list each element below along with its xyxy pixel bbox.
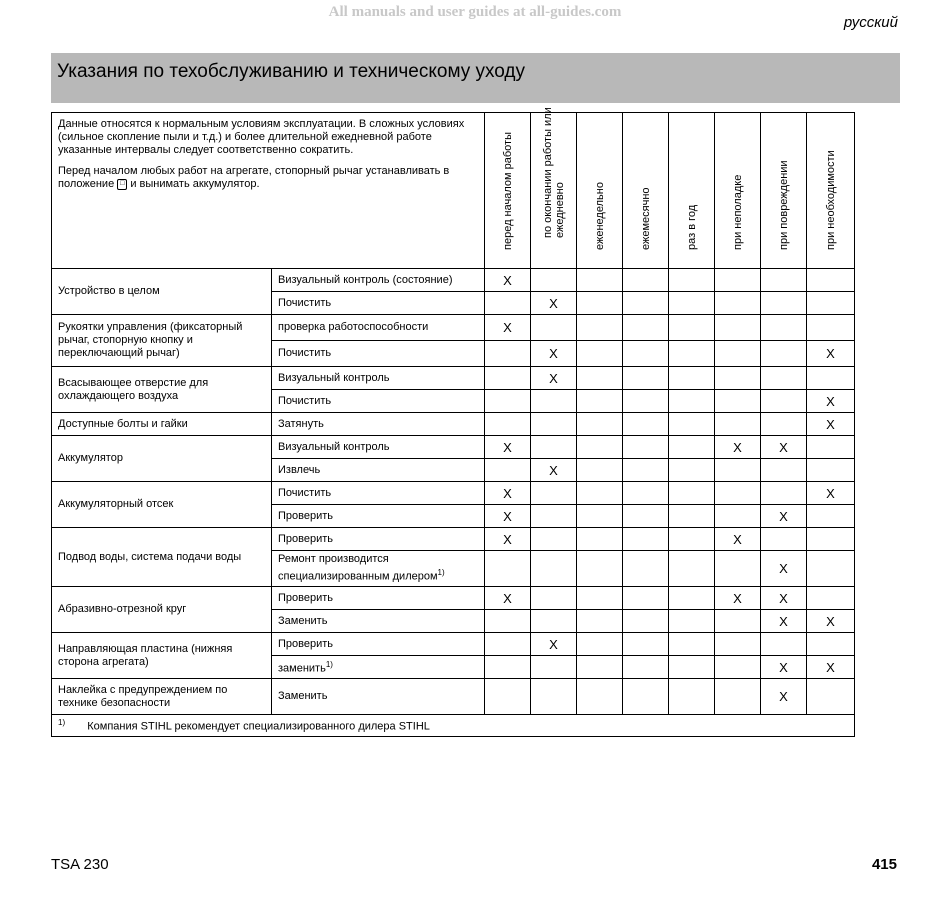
interval-mark-cell: X bbox=[485, 587, 531, 610]
interval-mark-cell bbox=[531, 413, 577, 436]
interval-mark-cell: X bbox=[807, 413, 855, 436]
footnote-row bbox=[52, 715, 855, 737]
interval-mark-cell: X bbox=[807, 610, 855, 633]
interval-mark-cell: X bbox=[761, 587, 807, 610]
interval-mark-cell: X bbox=[761, 551, 807, 587]
model-name: TSA 230 bbox=[51, 856, 109, 873]
interval-mark-cell bbox=[715, 292, 761, 315]
interval-mark-cell bbox=[485, 367, 531, 390]
interval-mark-cell bbox=[669, 341, 715, 367]
footnote-text: Компания STIHL рекомендует специализированного дилера STIHL bbox=[87, 720, 430, 733]
action-cell: Заменить bbox=[272, 610, 485, 633]
interval-mark-cell: X bbox=[715, 528, 761, 551]
page-title: Указания по техобслуживанию и техническому уходу bbox=[57, 61, 526, 82]
interval-mark-cell bbox=[623, 292, 669, 315]
interval-mark-cell bbox=[623, 656, 669, 679]
component-cell: Абразивно-отрезной круг bbox=[52, 587, 272, 633]
interval-mark-cell: X bbox=[531, 341, 577, 367]
language-label: русский bbox=[843, 14, 898, 31]
interval-mark-cell bbox=[577, 551, 623, 587]
column-header: ежемесячно bbox=[623, 113, 669, 269]
table-header-row bbox=[52, 113, 855, 269]
interval-mark-cell bbox=[577, 587, 623, 610]
interval-mark-cell bbox=[669, 459, 715, 482]
interval-mark-cell bbox=[577, 292, 623, 315]
interval-mark-cell bbox=[485, 679, 531, 715]
table-row bbox=[52, 679, 855, 715]
interval-mark-cell bbox=[531, 656, 577, 679]
interval-mark-cell bbox=[761, 413, 807, 436]
interval-mark-cell bbox=[485, 390, 531, 413]
interval-mark-cell bbox=[485, 633, 531, 656]
interval-mark-cell bbox=[485, 459, 531, 482]
intro-cell bbox=[52, 113, 485, 269]
interval-mark-cell bbox=[531, 610, 577, 633]
interval-mark-cell bbox=[761, 390, 807, 413]
interval-mark-cell bbox=[577, 341, 623, 367]
action-cell: Проверить bbox=[272, 505, 485, 528]
interval-mark-cell bbox=[761, 341, 807, 367]
interval-mark-cell: X bbox=[807, 482, 855, 505]
action-cell: Почистить bbox=[272, 390, 485, 413]
intro-paragraph-1: Данные относятся к нормальным условиям эксплуатации. В сложных условиях (сильное скопление пыли и т.д.) и более длительной ежедневной работе указанные интервалы следует соответственно сократить. bbox=[58, 118, 465, 156]
interval-mark-cell bbox=[577, 679, 623, 715]
interval-mark-cell bbox=[669, 551, 715, 587]
interval-mark-cell bbox=[807, 505, 855, 528]
action-cell: проверка работоспособности bbox=[272, 315, 485, 341]
interval-mark-cell bbox=[715, 656, 761, 679]
interval-mark-cell bbox=[669, 656, 715, 679]
footnote-ref: 1) bbox=[437, 568, 445, 578]
interval-mark-cell bbox=[577, 436, 623, 459]
interval-mark-cell bbox=[623, 367, 669, 390]
page-number: 415 bbox=[871, 856, 897, 873]
interval-mark-cell: X bbox=[761, 656, 807, 679]
interval-mark-cell bbox=[485, 551, 531, 587]
interval-mark-cell bbox=[669, 610, 715, 633]
interval-mark-cell bbox=[623, 505, 669, 528]
table-row bbox=[52, 528, 855, 551]
action-cell: Визуальный контроль bbox=[272, 436, 485, 459]
interval-mark-cell: X bbox=[715, 436, 761, 459]
interval-mark-cell bbox=[577, 656, 623, 679]
action-cell: заменить$^{1)}$ bbox=[272, 656, 485, 679]
interval-mark-cell bbox=[623, 315, 669, 341]
lock-position-icon: □ bbox=[117, 179, 127, 190]
interval-mark-cell bbox=[577, 610, 623, 633]
action-cell: Проверить bbox=[272, 633, 485, 656]
interval-mark-cell bbox=[485, 292, 531, 315]
interval-mark-cell: X bbox=[807, 390, 855, 413]
interval-mark-cell: X bbox=[485, 528, 531, 551]
interval-mark-cell bbox=[623, 528, 669, 551]
action-cell: Проверить bbox=[272, 587, 485, 610]
interval-mark-cell: X bbox=[761, 505, 807, 528]
interval-mark-cell bbox=[669, 633, 715, 656]
interval-mark-cell bbox=[623, 413, 669, 436]
action-cell: Проверить bbox=[272, 528, 485, 551]
interval-mark-cell bbox=[761, 528, 807, 551]
interval-mark-cell bbox=[669, 367, 715, 390]
interval-mark-cell bbox=[623, 459, 669, 482]
interval-mark-cell bbox=[807, 292, 855, 315]
interval-mark-cell bbox=[715, 413, 761, 436]
action-cell: Заменить bbox=[272, 679, 485, 715]
interval-mark-cell bbox=[623, 610, 669, 633]
table-row bbox=[52, 367, 855, 390]
interval-mark-cell bbox=[623, 551, 669, 587]
interval-mark-cell bbox=[531, 390, 577, 413]
interval-mark-cell bbox=[623, 633, 669, 656]
footnote-ref: 1) bbox=[325, 660, 333, 670]
interval-mark-cell bbox=[715, 390, 761, 413]
table-row bbox=[52, 436, 855, 459]
interval-mark-cell bbox=[623, 482, 669, 505]
interval-mark-cell: X bbox=[531, 292, 577, 315]
section-title-bar bbox=[51, 53, 900, 103]
column-header: при повреждении bbox=[761, 113, 807, 269]
maintenance-table bbox=[51, 107, 855, 737]
interval-mark-cell: X bbox=[761, 436, 807, 459]
interval-mark-cell: X bbox=[531, 633, 577, 656]
interval-mark-cell: X bbox=[807, 656, 855, 679]
interval-mark-cell bbox=[807, 528, 855, 551]
interval-mark-cell bbox=[623, 587, 669, 610]
column-header: по окончании работы или ежедневно bbox=[531, 113, 577, 269]
interval-mark-cell bbox=[485, 413, 531, 436]
interval-mark-cell bbox=[807, 459, 855, 482]
column-header: перед началом работы bbox=[485, 113, 531, 269]
interval-mark-cell bbox=[715, 341, 761, 367]
column-header: при необходимости bbox=[807, 113, 855, 269]
interval-mark-cell bbox=[531, 315, 577, 341]
interval-mark-cell bbox=[623, 679, 669, 715]
interval-mark-cell bbox=[577, 633, 623, 656]
action-cell: Извлечь bbox=[272, 459, 485, 482]
table-row bbox=[52, 413, 855, 436]
interval-mark-cell bbox=[761, 482, 807, 505]
interval-mark-cell bbox=[669, 436, 715, 459]
table-row bbox=[52, 315, 855, 341]
column-header: раз в год bbox=[669, 113, 715, 269]
action-cell: Затянуть bbox=[272, 413, 485, 436]
interval-mark-cell bbox=[623, 390, 669, 413]
column-header: еженедельно bbox=[577, 113, 623, 269]
interval-mark-cell: X bbox=[485, 315, 531, 341]
interval-mark-cell: X bbox=[485, 436, 531, 459]
interval-mark-cell bbox=[807, 679, 855, 715]
action-cell: Визуальный контроль (состояние) bbox=[272, 269, 485, 292]
interval-mark-cell bbox=[577, 459, 623, 482]
interval-mark-cell bbox=[715, 367, 761, 390]
action-cell: Почистить bbox=[272, 482, 485, 505]
interval-mark-cell bbox=[669, 269, 715, 292]
interval-mark-cell bbox=[761, 269, 807, 292]
interval-mark-cell bbox=[531, 269, 577, 292]
interval-mark-cell bbox=[807, 551, 855, 587]
interval-mark-cell bbox=[715, 551, 761, 587]
interval-mark-cell bbox=[715, 459, 761, 482]
interval-mark-cell bbox=[807, 315, 855, 341]
interval-mark-cell bbox=[577, 367, 623, 390]
interval-mark-cell bbox=[577, 528, 623, 551]
interval-mark-cell bbox=[623, 341, 669, 367]
interval-mark-cell bbox=[485, 656, 531, 679]
interval-mark-cell bbox=[669, 390, 715, 413]
interval-mark-cell bbox=[807, 436, 855, 459]
interval-mark-cell: X bbox=[807, 341, 855, 367]
table-row bbox=[52, 587, 855, 610]
interval-mark-cell bbox=[623, 436, 669, 459]
watermark: All manuals and user guides at all-guides.com bbox=[328, 4, 622, 20]
interval-mark-cell bbox=[669, 587, 715, 610]
action-cell: Почистить bbox=[272, 292, 485, 315]
action-cell: Почистить bbox=[272, 341, 485, 367]
interval-mark-cell bbox=[669, 315, 715, 341]
interval-mark-cell bbox=[761, 367, 807, 390]
interval-mark-cell: X bbox=[531, 459, 577, 482]
component-cell: Всасывающее отверстие для охлаждающего воздуха bbox=[52, 367, 272, 413]
interval-mark-cell bbox=[715, 633, 761, 656]
interval-mark-cell bbox=[669, 679, 715, 715]
component-cell: Наклейка с предупреждением по технике безопасности bbox=[52, 679, 272, 715]
component-cell: Доступные болты и гайки bbox=[52, 413, 272, 436]
interval-mark-cell: X bbox=[485, 505, 531, 528]
interval-mark-cell bbox=[715, 505, 761, 528]
interval-mark-cell bbox=[531, 551, 577, 587]
action-cell: Ремонт производится специализированным дилером$^{1)}$ bbox=[272, 551, 485, 587]
interval-mark-cell bbox=[669, 292, 715, 315]
interval-mark-cell bbox=[485, 610, 531, 633]
interval-mark-cell bbox=[577, 413, 623, 436]
column-header: при неполадке bbox=[715, 113, 761, 269]
interval-mark-cell bbox=[807, 269, 855, 292]
interval-mark-cell bbox=[485, 341, 531, 367]
interval-mark-cell bbox=[715, 269, 761, 292]
interval-mark-cell bbox=[669, 528, 715, 551]
interval-mark-cell bbox=[577, 269, 623, 292]
interval-mark-cell bbox=[715, 610, 761, 633]
component-cell: Подвод воды, система подачи воды bbox=[52, 528, 272, 587]
component-cell: Аккумуляторный отсек bbox=[52, 482, 272, 528]
interval-mark-cell bbox=[761, 292, 807, 315]
interval-mark-cell bbox=[577, 315, 623, 341]
interval-mark-cell: X bbox=[715, 587, 761, 610]
interval-mark-cell bbox=[531, 505, 577, 528]
interval-mark-cell bbox=[531, 528, 577, 551]
interval-mark-cell: X bbox=[761, 610, 807, 633]
table-row bbox=[52, 482, 855, 505]
interval-mark-cell bbox=[715, 679, 761, 715]
interval-mark-cell bbox=[807, 633, 855, 656]
interval-mark-cell bbox=[577, 390, 623, 413]
component-cell: Направляющая пластина (нижняя сторона агрегата) bbox=[52, 633, 272, 679]
action-cell: Визуальный контроль bbox=[272, 367, 485, 390]
interval-mark-cell: X bbox=[531, 367, 577, 390]
interval-mark-cell bbox=[531, 679, 577, 715]
interval-mark-cell bbox=[761, 459, 807, 482]
interval-mark-cell bbox=[623, 269, 669, 292]
interval-mark-cell bbox=[531, 482, 577, 505]
component-cell: Аккумулятор bbox=[52, 436, 272, 482]
interval-mark-cell bbox=[807, 587, 855, 610]
interval-mark-cell bbox=[669, 482, 715, 505]
interval-mark-cell bbox=[531, 587, 577, 610]
table-row bbox=[52, 633, 855, 656]
interval-mark-cell bbox=[577, 482, 623, 505]
component-cell: Устройство в целом bbox=[52, 269, 272, 315]
interval-mark-cell bbox=[577, 505, 623, 528]
component-cell: Рукоятки управления (фиксаторный рычаг, стопорную кнопку и переключающий рычаг) bbox=[52, 315, 272, 367]
interval-mark-cell bbox=[531, 436, 577, 459]
interval-mark-cell bbox=[715, 315, 761, 341]
interval-mark-cell bbox=[807, 367, 855, 390]
interval-mark-cell bbox=[715, 482, 761, 505]
interval-mark-cell: X bbox=[485, 269, 531, 292]
interval-mark-cell bbox=[669, 505, 715, 528]
interval-mark-cell: X bbox=[485, 482, 531, 505]
interval-mark-cell bbox=[669, 413, 715, 436]
intro-paragraph-2: Перед началом любых работ на агрегате, стопорный рычаг устанавливать в положение □ и вынимать аккумулятор. bbox=[58, 165, 450, 190]
footnote-cell bbox=[52, 715, 855, 737]
interval-mark-cell bbox=[761, 315, 807, 341]
interval-mark-cell bbox=[761, 633, 807, 656]
interval-mark-cell: X bbox=[761, 679, 807, 715]
table-row bbox=[52, 269, 855, 292]
footnote-mark: 1) bbox=[58, 718, 66, 728]
